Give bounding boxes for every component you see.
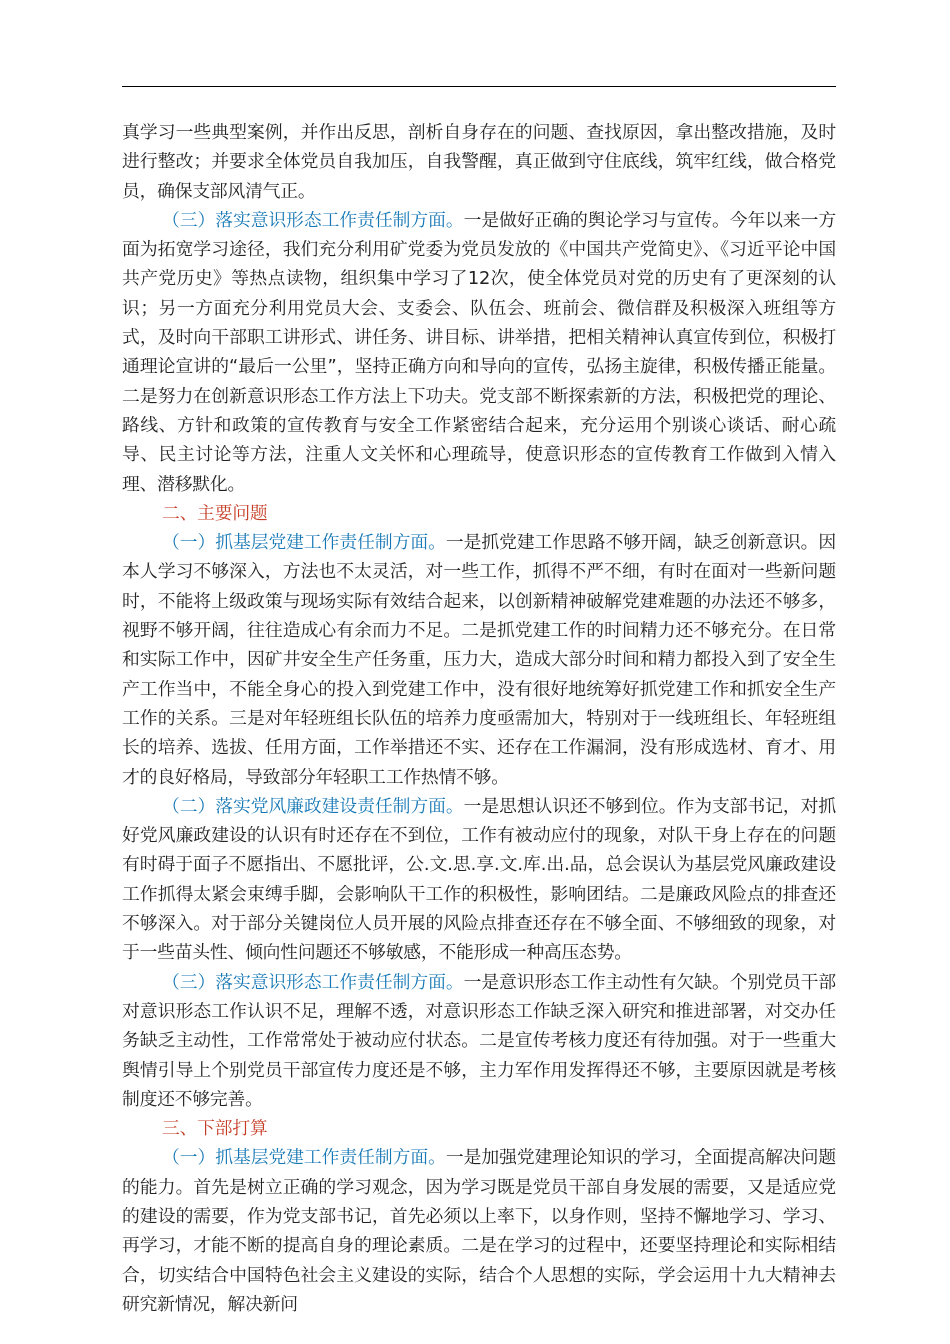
paragraph-plan-party-building	[122, 1143, 836, 1319]
section-body: 一是思想认识还不够到位。作为支部书记，对抓好党风廉政建设的认识有时还存在不到位，工作有被动应付的现象，对队干身上存在的问题有时碍于面子不愿指出、不愿批评，公.文.思.享.文.库.出.品，总会误认为基层党风廉政建设工作抓得太紧会束缚手脚，会影响队干工作的积极性，影响团结。二是廉政风险点的排查还不够深入。对于部分关键岗位人员开展的风险点排查还存在不够全面、不够细致的现象，对于一些苗头性、倾向性问题还不够敏感，不能形成一种高压态势。	[122, 795, 836, 964]
header-rule	[122, 86, 836, 87]
section-lead: （三）落实意识形态工作责任制方面。	[162, 209, 464, 231]
paragraph-party-building	[122, 528, 836, 792]
heading-main-problems: 二、主要问题	[162, 502, 268, 524]
section-lead: （一）抓基层党建工作责任制方面。	[162, 1147, 446, 1169]
section-lead: （二）落实党风廉政建设责任制方面。	[162, 795, 464, 817]
paragraph-continuation: 真学习一些典型案例，并作出反思，剖析自身存在的问题、查找原因，拿出整改措施，及时进行整改；并要求全体党员自我加压，自我警醒，真正做到守住底线，筑牢红线，做合格党员，确保支部风清气正。	[122, 122, 836, 202]
paragraph-ideology-problems	[122, 968, 836, 1114]
section-body: 一是意识形态工作主动性有欠缺。个别党员干部对意识形态工作认识不足，理解不透，对意识形态工作缺乏深入研究和推进部署，对交办任务缺乏主动性，工作常常处于被动应付状态。二是宣传考核力度还有待加强。对于一些重大舆情引导上个别党员干部宣传力度还是不够，主力军作用发挥得还不够，主要原因就是考核制度还不够完善。	[122, 971, 836, 1110]
section-lead: （一）抓基层党建工作责任制方面。	[162, 532, 446, 554]
paragraph-ideology-work	[122, 206, 836, 499]
section-body: 一是加强党建理论知识的学习，全面提高解决问题的能力。首先是树立正确的学习观念，因为学习既是党员干部自身发展的需要，又是适应党的建设的需要，作为党支部书记，首先必须以上率下，以身作则，坚持不懈地学习、学习、再学习，才能不断的提高自身的理论素质。二是在学习的过程中，还要坚持理论和实际相结合，切实结合中国特色社会主义建设的实际，结合个人思想的实际，学会运用十九大精神去研究新情况，解决新问	[122, 1147, 836, 1315]
section-lead: （三）落实意识形态工作责任制方面。	[162, 971, 464, 993]
heading-next-plans: 三、下部打算	[162, 1118, 268, 1140]
document-body	[122, 118, 836, 1319]
paragraph-clean-governance	[122, 792, 836, 968]
section-body: 一是抓党建工作思路不够开阔，缺乏创新意识。因本人学习不够深入，方法也不太灵活，对一些工作，抓得不严不细，有时在面对一些新问题时，不能将上级政策与现场实际有效结合起来，以创新精神破解党建难题的办法还不够多，视野不够开阔，往往造成心有余而力不足。二是抓党建工作的时间精力还不够充分。在日常和实际工作中，因矿井安全生产任务重，压力大，造成大部分时间和精力都投入到了安全生产工作当中，不能全身心的投入到党建工作中，没有很好地统筹好抓党建工作和抓安全生产工作的关系。三是对年轻班组长队伍的培养力度亟需加大，特别对于一线班组长、年轻班组长的培养、选拔、任用方面，工作举措还不实、还存在工作漏洞，没有形成选材、育才、用才的良好格局，导致部分年轻职工工作热情不够。	[122, 532, 836, 788]
section-body: 一是做好正确的舆论学习与宣传。今年以来一方面为拓宽学习途径，我们充分利用矿党委为党员发放的《中国共产党简史》、《习近平论中国共产党历史》等热点读物，组织集中学习了12次，使全体党员对党的历史有了更深刻的认识；另一方面充分利用党员大会、支委会、队伍会、班前会、微信群及积极深入班组等方式，及时向干部职工讲形式、讲任务、讲目标、讲举措，把相关精神认真宣传到位，积极打通理论宣讲的“最后一公里”，坚持正确方向和导向的宣传，弘扬主旋律，积极传播正能量。二是努力在创新意识形态工作方法上下功夫。党支部不断探索新的方法，积极把党的理论、路线、方针和政策的宣传教育与安全工作紧密结合起来，充分运用个别谈心谈话、耐心疏导、民主讨论等方法，注重人文关怀和心理疏导，使意识形态的宣传教育工作做到入情入理、潜移默化。	[122, 209, 836, 495]
